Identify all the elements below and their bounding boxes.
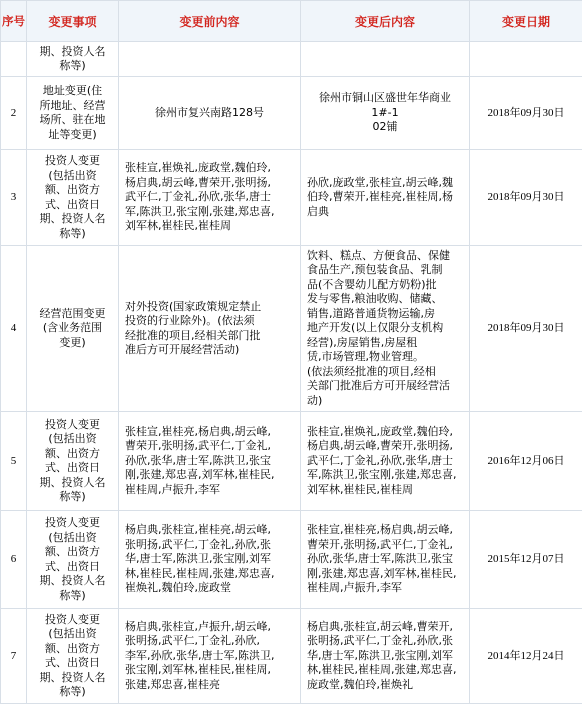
header-no: 序号 [1, 1, 27, 42]
row-no: 6 [1, 511, 27, 609]
row-item: 地址变更(住 所地址、经营 场所、驻在地 址等变更) [27, 77, 119, 150]
row-after [301, 42, 470, 77]
row-no: 5 [1, 412, 27, 511]
row-date: 2018年09月30日 [470, 150, 582, 246]
row-before: 徐州市复兴南路128号 [119, 77, 301, 150]
row-no [1, 42, 27, 77]
row-before: 张桂宣,崔桂亮,杨启典,胡云峰, 曹荣开,张明扬,武平仁,丁金礼, 孙欣,张华,唐士军,陈洪卫,张宝 刚,张建,郑忠喜,刘军林,崔桂民, 崔桂周,卢振升,李军 [119, 412, 301, 511]
header-after: 变更后内容 [301, 1, 470, 42]
row-item: 投资人变更 (包括出资 额、出资方 式、出资日 期、投资人名 称等) [27, 412, 119, 511]
row-after: 饮料、糕点、方便食品、保健 食品生产,预包装食品、乳制 品(不含婴幼儿配方奶粉)批 发与零售,粮油收购、储藏、 销售,道路普通货物运输,房 地产开发(以上仅限分支机构 经营),房屋销售,房屋租 赁,市场管理,物业管理。 (依法须经批准的项目,经相 关部门批准后方可开展经营活 动) [301, 246, 470, 412]
row-after: 徐州市铜山区盛世年华商业1#-1 02铺 [301, 77, 470, 150]
row-before [119, 42, 301, 77]
row-no: 4 [1, 246, 27, 412]
table-row [1, 42, 582, 77]
table-row [1, 77, 582, 150]
row-item: 投资人变更 (包括出资 额、出资方 式、出资日 期、投资人名 称等) [27, 609, 119, 704]
row-after: 张桂宣,崔焕礼,庞政堂,魏伯玲, 杨启典,胡云峰,曹荣开,张明扬, 武平仁,丁金礼,孙欣,张华,唐士 军,陈洪卫,张宝刚,张建,郑忠喜, 刘军林,崔桂民,崔桂周 [301, 412, 470, 511]
row-item: 经营范围变更 (含业务范围 变更) [27, 246, 119, 412]
header-item: 变更事项 [27, 1, 119, 42]
table-row [1, 609, 582, 704]
header-date: 变更日期 [470, 1, 582, 42]
row-after: 孙欣,庞政堂,张桂宣,胡云峰,魏 伯玲,曹荣开,崔桂亮,崔桂周,杨 启典 [301, 150, 470, 246]
table-header [1, 1, 582, 42]
row-before: 对外投资(国家政策规定禁止 投资的行业除外)。(依法须 经批准的项目,经相关部门批 准后方可开展经营活动) [119, 246, 301, 412]
row-date: 2018年09月30日 [470, 246, 582, 412]
row-no: 3 [1, 150, 27, 246]
row-date: 2014年12月24日 [470, 609, 582, 704]
table-row [1, 412, 582, 511]
row-date: 2015年12月07日 [470, 511, 582, 609]
row-date: 2016年12月06日 [470, 412, 582, 511]
row-date: 2018年09月30日 [470, 77, 582, 150]
table-row [1, 150, 582, 246]
row-before: 杨启典,张桂宣,崔桂亮,胡云峰, 张明扬,武平仁,丁金礼,孙欣,张 华,唐士军,陈洪卫,张宝刚,刘军 林,崔桂民,崔桂周,张建,郑忠喜, 崔焕礼,魏伯玲,庞政堂 [119, 511, 301, 609]
row-no: 2 [1, 77, 27, 150]
row-after: 张桂宣,崔桂亮,杨启典,胡云峰, 曹荣开,张明扬,武平仁,丁金礼, 孙欣,张华,唐士军,陈洪卫,张宝 刚,张建,郑忠喜,刘军林,崔桂民, 崔桂周,卢振升,李军 [301, 511, 470, 609]
row-date [470, 42, 582, 77]
row-item: 期、投资人名 称等) [27, 42, 119, 77]
row-item: 投资人变更 (包括出资 额、出资方 式、出资日 期、投资人名 称等) [27, 150, 119, 246]
table-row [1, 246, 582, 412]
row-before: 杨启典,张桂宣,卢振升,胡云峰, 张明扬,武平仁,丁金礼,孙欣, 李军,孙欣,张华,唐士军,陈洪卫, 张宝刚,刘军林,崔桂民,崔桂周, 张建,郑忠喜,崔桂亮 [119, 609, 301, 704]
row-item: 投资人变更 (包括出资 额、出资方 式、出资日 期、投资人名 称等) [27, 511, 119, 609]
row-after: 杨启典,张桂宣,胡云峰,曹荣开, 张明扬,武平仁,丁金礼,孙欣,张 华,唐士军,陈洪卫,张宝刚,刘军 林,崔桂民,崔桂周,张建,郑忠喜, 庞政堂,魏伯玲,崔焕礼 [301, 609, 470, 704]
row-no: 7 [1, 609, 27, 704]
table-row [1, 511, 582, 609]
row-before: 张桂宣,崔焕礼,庞政堂,魏伯玲, 杨启典,胡云峰,曹荣开,张明扬, 武平仁,丁金礼,孙欣,张华,唐士 军,陈洪卫,张宝刚,张建,郑忠喜, 刘军林,崔桂民,崔桂周 [119, 150, 301, 246]
header-before: 变更前内容 [119, 1, 301, 42]
